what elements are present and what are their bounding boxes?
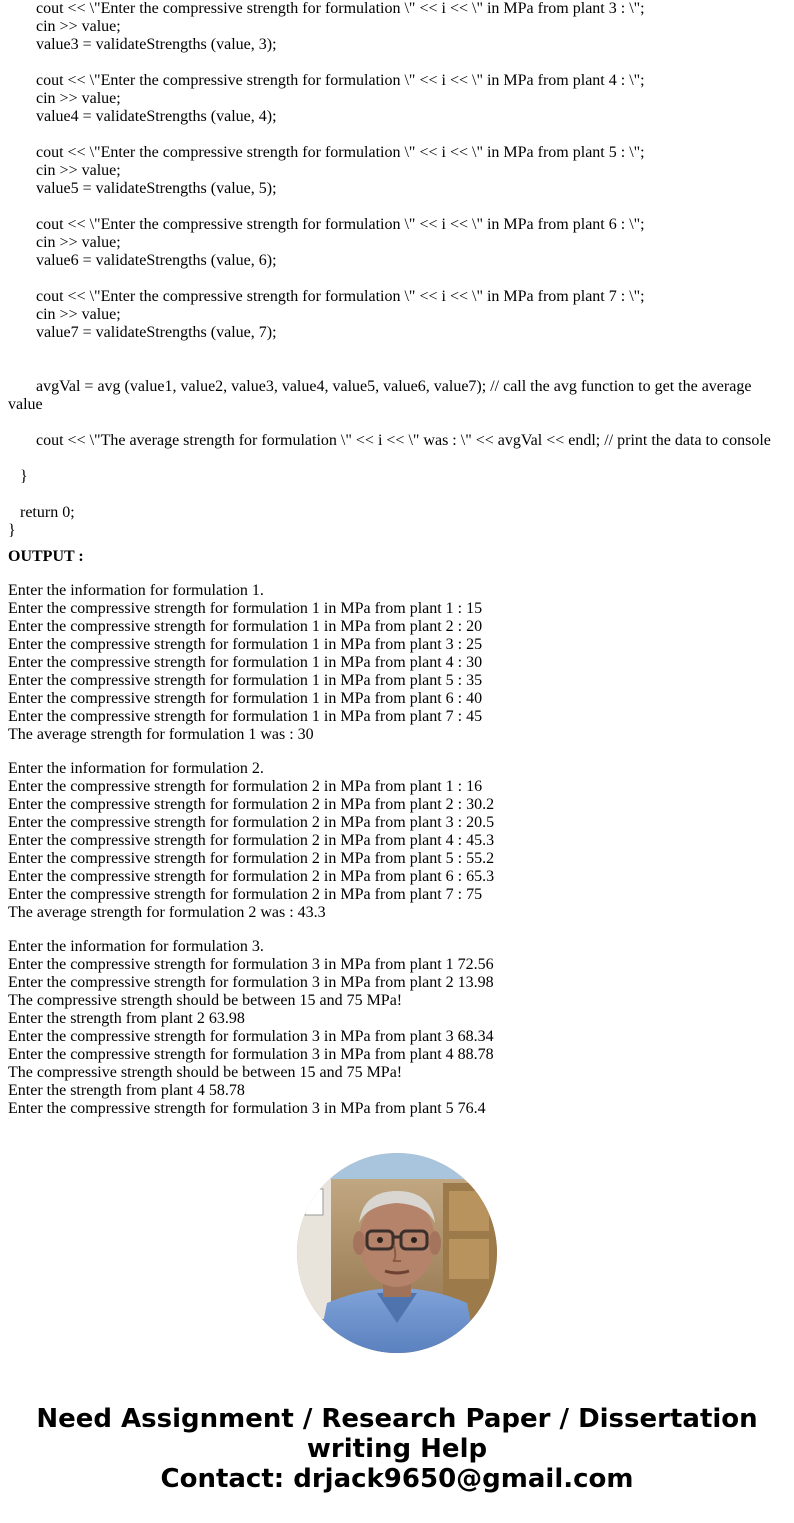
output-line: Enter the compressive strength for formulation 1 in MPa from plant 6 : 40 (8, 690, 483, 707)
code-block-plant-6 (8, 216, 788, 270)
code-close-main: } (8, 522, 16, 539)
output-line: Enter the compressive strength for formulation 3 in MPa from plant 4 88.78 (8, 1046, 494, 1063)
output-line: Enter the compressive strength for formulation 3 in MPa from plant 2 13.98 (8, 974, 494, 991)
document-content (8, 0, 788, 1123)
output-line: Enter the compressive strength for formulation 2 in MPa from plant 7 : 75 (8, 886, 483, 903)
code-return: return 0; (20, 504, 75, 521)
code-line: value5 = validateStrengths (value, 5); (36, 180, 277, 197)
output-line: Enter the information for formulation 1. (8, 582, 264, 599)
code-line: cin >> value; (36, 18, 121, 35)
promo-banner (0, 1404, 794, 1494)
output-line: Enter the compressive strength for formulation 2 in MPa from plant 1 : 16 (8, 778, 483, 795)
code-line: cin >> value; (36, 306, 121, 323)
output-line: Enter the compressive strength for formulation 1 in MPa from plant 7 : 45 (8, 708, 483, 725)
code-block-plant-3 (8, 0, 788, 54)
code-line: value7 = validateStrengths (value, 7); (36, 324, 277, 341)
output-line: Enter the compressive strength for formulation 2 in MPa from plant 5 : 55.2 (8, 850, 495, 867)
code-avg-call: avgVal = avg (value1, value2, value3, value4, value5, value6, value7); // call the avg function to get the average value (8, 378, 756, 413)
author-avatar (297, 1153, 497, 1353)
code-block-plant-7 (8, 288, 788, 342)
code-line: cout << \"Enter the compressive strength for formulation \" << i << \" in MPa from plant 5 : \"; (36, 144, 645, 161)
output-line: Enter the compressive strength for formulation 1 in MPa from plant 4 : 30 (8, 654, 483, 671)
output-line: Enter the compressive strength for formulation 1 in MPa from plant 2 : 20 (8, 618, 483, 635)
output-line: Enter the compressive strength for formulation 3 in MPa from plant 1 72.56 (8, 956, 494, 973)
output-formulation-3 (8, 938, 788, 1118)
code-line: value4 = validateStrengths (value, 4); (36, 108, 277, 125)
author-portrait-icon (297, 1153, 497, 1353)
code-block-plant-5 (8, 144, 788, 198)
output-line: Enter the information for formulation 3. (8, 938, 264, 955)
output-line: Enter the compressive strength for formulation 1 in MPa from plant 5 : 35 (8, 672, 483, 689)
output-line: Enter the strength from plant 2 63.98 (8, 1010, 245, 1027)
output-line: Enter the information for formulation 2. (8, 760, 264, 777)
code-line: cin >> value; (36, 162, 121, 179)
output-line: The average strength for formulation 1 was : 30 (8, 726, 314, 743)
code-line: cout << \"Enter the compressive strength for formulation \" << i << \" in MPa from plant 6 : \"; (36, 216, 645, 233)
code-line: cin >> value; (36, 234, 121, 251)
output-line: Enter the compressive strength for formulation 2 in MPa from plant 3 : 20.5 (8, 814, 495, 831)
output-line: The average strength for formulation 2 was : 43.3 (8, 904, 326, 921)
output-line: Enter the compressive strength for formulation 3 in MPa from plant 5 76.4 (8, 1100, 486, 1117)
output-line: The compressive strength should be between 15 and 75 MPa! (8, 1064, 403, 1081)
output-line: Enter the compressive strength for formulation 2 in MPa from plant 4 : 45.3 (8, 832, 495, 849)
code-line: cout << \"Enter the compressive strength for formulation \" << i << \" in MPa from plant 4 : \"; (36, 72, 645, 89)
output-line: Enter the strength from plant 4 58.78 (8, 1082, 245, 1099)
output-line: Enter the compressive strength for formulation 1 in MPa from plant 1 : 15 (8, 600, 483, 617)
code-line: value3 = validateStrengths (value, 3); (36, 36, 277, 53)
code-line: value6 = validateStrengths (value, 6); (36, 252, 277, 269)
code-close-loop: } (20, 468, 28, 485)
output-line: The compressive strength should be between 15 and 75 MPa! (8, 992, 403, 1009)
code-line: cout << \"Enter the compressive strength for formulation \" << i << \" in MPa from plant 3 : \"; (36, 0, 645, 17)
code-line: cout << \"Enter the compressive strength for formulation \" << i << \" in MPa from plant 7 : \"; (36, 288, 645, 305)
output-line: Enter the compressive strength for formulation 2 in MPa from plant 2 : 30.2 (8, 796, 495, 813)
promo-contact: Contact: drjack9650@gmail.com (160, 1464, 634, 1494)
output-formulation-1 (8, 582, 788, 744)
code-block-plant-4 (8, 72, 788, 126)
promo-headline: Need Assignment / Research Paper / Dissertation writing Help (36, 1404, 758, 1464)
output-formulation-2 (8, 760, 788, 922)
code-line: cin >> value; (36, 90, 121, 107)
output-heading: OUTPUT : (8, 548, 84, 565)
code-print-avg: cout << \"The average strength for formulation \" << i << \" was : \" << avgVal << endl; // print the data to console (36, 432, 771, 449)
output-line: Enter the compressive strength for formulation 2 in MPa from plant 6 : 65.3 (8, 868, 495, 885)
output-line: Enter the compressive strength for formulation 3 in MPa from plant 3 68.34 (8, 1028, 494, 1045)
output-line: Enter the compressive strength for formulation 1 in MPa from plant 3 : 25 (8, 636, 483, 653)
